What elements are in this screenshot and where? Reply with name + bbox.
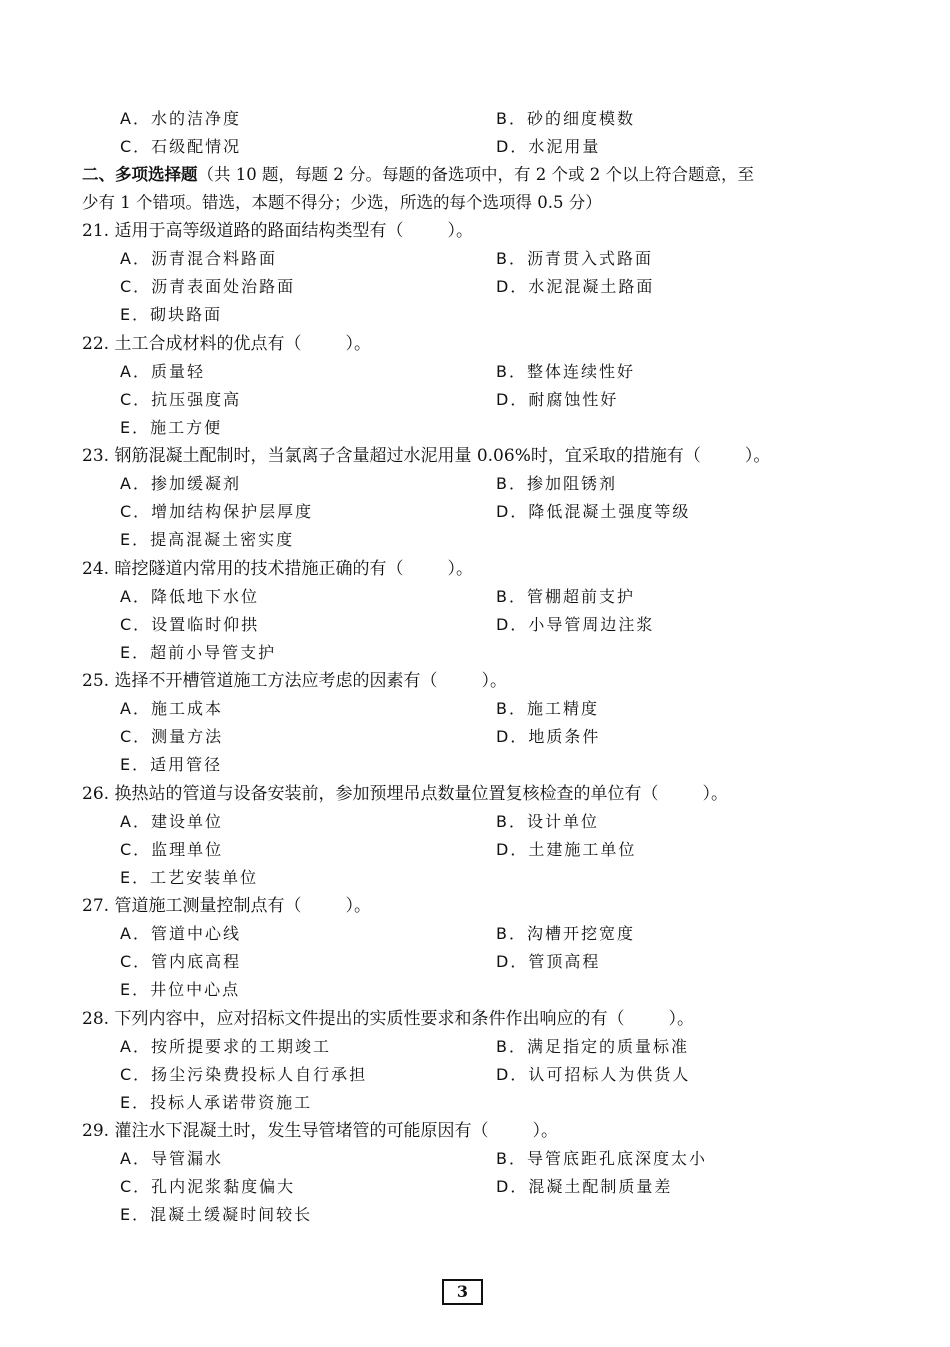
- option-c: C．石级配情况: [120, 137, 242, 156]
- section-header: [82, 161, 754, 189]
- option-e: E．工艺安装单位: [120, 868, 259, 887]
- option-a: A．建设单位: [120, 812, 223, 831]
- option-e: E．超前小导管支护: [120, 643, 277, 662]
- option-d: D．认可招标人为供货人: [496, 1065, 691, 1084]
- option-e: E．施工方便: [120, 418, 223, 437]
- question-stem: 25. 选择不开槽管道施工方法应考虑的因素有（ ）。: [82, 671, 507, 691]
- option-d: D．水泥用量: [496, 137, 601, 156]
- option-c: C．孔内泥浆黏度偏大: [120, 1177, 296, 1196]
- option-e: E．混凝土缓凝时间较长: [120, 1205, 313, 1224]
- option-d: D．降低混凝土强度等级: [496, 502, 691, 521]
- question-stem: 24. 暗挖隧道内常用的技术措施正确的有（ ）。: [82, 559, 473, 579]
- option-e: E．砌块路面: [120, 305, 223, 324]
- option-c: C．增加结构保护层厚度: [120, 502, 314, 521]
- option-d: D．混凝土配制质量差: [496, 1177, 673, 1196]
- option-a: A．按所提要求的工期竣工: [120, 1037, 331, 1056]
- option-c: C．抗压强度高: [120, 390, 242, 409]
- option-d: D．管顶高程: [496, 952, 601, 971]
- question-stem: 23. 钢筋混凝土配制时，当氯离子含量超过水泥用量 0.06%时，宜采取的措施有（ ）。: [82, 446, 771, 466]
- option-b: B．施工精度: [496, 699, 599, 718]
- option-d: D．地质条件: [496, 727, 601, 746]
- option-c: C．沥青表面处治路面: [120, 277, 296, 296]
- question-stem: 29. 灌注水下混凝土时，发生导管堵管的可能原因有（ ）。: [82, 1121, 558, 1141]
- option-d: D．土建施工单位: [496, 840, 637, 859]
- option-e: E．提高混凝土密实度: [120, 530, 295, 549]
- option-a: A．管道中心线: [120, 924, 241, 943]
- option-b: B．满足指定的质量标准: [496, 1037, 689, 1056]
- question-stem: 21. 适用于高等级道路的路面结构类型有（ ）。: [82, 221, 473, 241]
- option-c: C．扬尘污染费投标人自行承担: [120, 1065, 368, 1084]
- option-e: E．适用管径: [120, 755, 223, 774]
- option-c: C．测量方法: [120, 727, 224, 746]
- option-b: B．整体连续性好: [496, 362, 635, 381]
- option-a: A．水的洁净度: [120, 109, 241, 128]
- section-desc-1: （共 10 题，每题 2 分。每题的备选项中，有 2 个或 2 个以上符合题意，至: [197, 165, 754, 184]
- option-c: C．监理单位: [120, 840, 224, 859]
- option-b: B．沟槽开挖宽度: [496, 924, 635, 943]
- option-a: A．导管漏水: [120, 1149, 223, 1168]
- option-a: A．掺加缓凝剂: [120, 474, 241, 493]
- question-stem: 22. 土工合成材料的优点有（ ）。: [82, 334, 371, 354]
- option-b: B．设计单位: [496, 812, 599, 831]
- option-e: E．投标人承诺带资施工: [120, 1093, 313, 1112]
- question-stem: 27. 管道施工测量控制点有（ ）。: [82, 896, 371, 916]
- option-a: A．沥青混合料路面: [120, 249, 277, 268]
- option-c: C．设置临时仰拱: [120, 615, 260, 634]
- option-b: B．管棚超前支护: [496, 587, 635, 606]
- option-b: B．导管底距孔底深度太小: [496, 1149, 707, 1168]
- question-stem: 26. 换热站的管道与设备安装前，参加预埋吊点数量位置复核检查的单位有（ ）。: [82, 784, 728, 804]
- option-d: D．水泥混凝土路面: [496, 277, 655, 296]
- section-title: 二、多项选择题: [82, 165, 198, 184]
- option-a: A．质量轻: [120, 362, 205, 381]
- option-b: B．沥青贯入式路面: [496, 249, 653, 268]
- option-b: B．砂的细度模数: [496, 109, 635, 128]
- option-d: D．小导管周边注浆: [496, 615, 655, 634]
- option-a: A．施工成本: [120, 699, 223, 718]
- page-number: 3: [442, 1279, 483, 1305]
- question-stem: 28. 下列内容中，应对招标文件提出的实质性要求和条件作出响应的有（ ）。: [82, 1009, 694, 1029]
- option-e: E．井位中心点: [120, 980, 241, 999]
- section-desc-2: 少有 1 个错项。错选，本题不得分；少选，所选的每个选项得 0.5 分）: [82, 193, 602, 212]
- option-d: D．耐腐蚀性好: [496, 390, 619, 409]
- option-b: B．掺加阻锈剂: [496, 474, 617, 493]
- option-c: C．管内底高程: [120, 952, 242, 971]
- option-a: A．降低地下水位: [120, 587, 259, 606]
